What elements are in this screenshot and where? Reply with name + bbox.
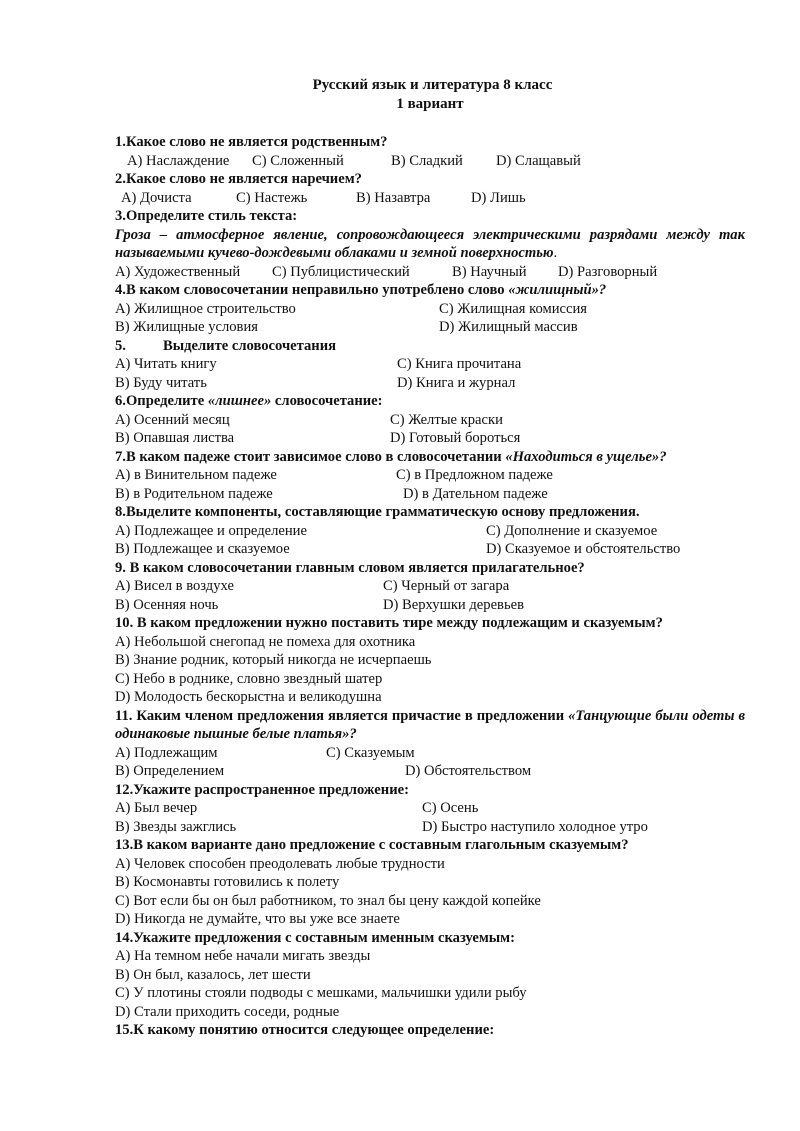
q11-option-d: D) Обстоятельством — [405, 763, 532, 779]
q10-option-c: С) Небо в роднике, словно звездный шатер — [115, 670, 383, 687]
q5-option-d: D) Книга и журнал — [397, 374, 516, 391]
q9-options-row-1 — [115, 577, 745, 596]
question-7 — [115, 448, 745, 467]
q2-option-b: В) Назавтра — [356, 189, 431, 206]
q14-option-a: А) На темном небе начали мигать звезды — [115, 948, 371, 964]
q1-option-a: А) Наслаждение — [127, 152, 230, 169]
q6-option-d: D) Готовый бороться — [390, 430, 521, 446]
q13-option-a: А) Человек способен преодолевать любые трудности — [115, 855, 445, 872]
q3-text-period: . — [553, 245, 558, 261]
question-9: 9. В каком словосочетании главным словом является прилагательное? — [115, 559, 585, 576]
q2-option-c: С) Настежь — [236, 189, 308, 206]
q12-option-d: D) Быстро наступило холодное утро — [422, 818, 648, 835]
q8-option-d: D) Сказуемое и обстоятельство — [486, 541, 681, 557]
question-1: 1.Какое слово не является родственным? — [115, 134, 388, 150]
q11-options-row-2 — [115, 762, 745, 781]
q7-question-quote: «Находиться в ущелье»? — [505, 448, 667, 465]
q6-option-a: А) Осенний месяц — [115, 411, 230, 428]
q4-options-row-1 — [115, 300, 745, 319]
q3-option-b: В) Научный — [452, 263, 527, 280]
q1-option-b: В) Сладкий — [391, 152, 463, 169]
q5-number: 5. — [115, 337, 126, 354]
q8-option-c: С) Дополнение и сказуемое — [486, 522, 658, 539]
q6-question-tail: словосочетание: — [271, 393, 383, 409]
q4-question-text: 4.В каком словосочетании неправильно употреблено слово — [115, 282, 509, 298]
q5-options-row-1 — [115, 355, 745, 374]
q11-option-b: В) Определением — [115, 763, 225, 779]
q5-option-c: С) Книга прочитана — [397, 356, 522, 372]
q3-text — [115, 226, 745, 263]
q13-option-c: С) Вот если бы он был работником, то знал бы цену каждой копейке — [115, 892, 541, 909]
q7-options-row-1 — [115, 466, 745, 485]
question-6 — [115, 392, 745, 411]
q3-option-a: А) Художественный — [115, 263, 241, 280]
q9-option-a: А) Висел в воздухе — [115, 578, 234, 594]
question-14: 14.Укажите предложения с составным именным сказуемым: — [115, 929, 515, 946]
page-title: Русский язык и литература 8 класс — [312, 77, 553, 93]
q4-option-b: В) Жилищные условия — [115, 319, 258, 335]
question-4 — [115, 281, 745, 300]
q14-option-c: С) У плотины стояли подводы с мешками, мальчишки удили рыбу — [115, 985, 527, 1001]
q8-options-row-1 — [115, 522, 745, 541]
q4-option-c: С) Жилищная комиссия — [439, 300, 587, 317]
q8-options-row-2 — [115, 540, 745, 559]
q3-option-d: D) Разговорный — [558, 263, 658, 280]
q4-question-quote: «жилищный»? — [508, 282, 607, 298]
q7-option-b: В) в Родительном падеже — [115, 485, 273, 502]
q14-option-d: D) Стали приходить соседи, родные — [115, 1003, 340, 1020]
q10-option-b: В) Знание родник, который никогда не исчерпаешь — [115, 652, 432, 668]
q11-option-a: А) Подлежащим — [115, 744, 218, 761]
question-8: 8.Выделите компоненты, составляющие грамматическую основу предложения. — [115, 504, 640, 520]
question-15: 15.К какому понятию относится следующее определение: — [115, 1022, 495, 1038]
q3-options-row — [115, 263, 745, 282]
q9-option-b: В) Осенняя ночь — [115, 596, 219, 613]
q8-option-b: В) Подлежащее и сказуемое — [115, 541, 290, 557]
test-page — [115, 76, 745, 1040]
question-5 — [115, 337, 745, 356]
q9-option-d: D) Верхушки деревьев — [383, 596, 524, 613]
q12-options-row-1 — [115, 799, 745, 818]
question-2: 2.Какое слово не является наречием? — [115, 171, 362, 187]
q7-option-d: D) в Дательном падеже — [403, 485, 548, 502]
q11-question-quote: «Танцующие были одеты в одинаковые пышные белые платья»? — [115, 707, 745, 742]
q1-option-c: С) Сложенный — [252, 152, 344, 169]
title-spacer — [115, 114, 745, 133]
q14-option-b: В) Он был, казалось, лет шести — [115, 966, 311, 983]
q10-option-a: А) Небольшой снегопад не помеха для охотника — [115, 633, 416, 650]
q6-question-text: 6.Определите — [115, 393, 208, 409]
q3-option-c: С) Публицистический — [272, 263, 410, 280]
q11-option-c: С) Сказуемым — [326, 744, 415, 761]
q11-options-row-1 — [115, 744, 745, 763]
q13-option-d: D) Никогда не думайте, что вы уже все знаете — [115, 911, 400, 927]
q12-options-row-2 — [115, 818, 745, 837]
q12-option-b: В) Звезды зажглись — [115, 818, 237, 835]
q5-option-b: В) Буду читать — [115, 374, 207, 391]
q1-options-row — [115, 152, 745, 171]
variant-title: 1 вариант — [396, 96, 464, 112]
q7-option-a: А) в Винительном падеже — [115, 467, 277, 483]
q2-option-d: D) Лишь — [471, 189, 526, 206]
q2-option-a: А) Дочиста — [121, 189, 192, 206]
q4-options-row-2 — [115, 318, 745, 337]
q6-options-row-1 — [115, 411, 745, 430]
question-10: 10. В каком предложении нужно поставить тире между подлежащим и сказуемым? — [115, 615, 663, 631]
q13-option-b: В) Космонавты готовились к полету — [115, 874, 340, 890]
q6-question-quote: «лишнее» — [207, 393, 272, 409]
q9-options-row-2 — [115, 596, 745, 615]
q2-options-row — [115, 189, 745, 208]
q6-option-b: В) Опавшая листва — [115, 430, 235, 446]
q5-question-text: Выделите словосочетания — [163, 337, 337, 354]
q7-option-c: С) в Предложном падеже — [396, 467, 553, 483]
q7-options-row-2 — [115, 485, 745, 504]
q5-option-a: А) Читать книгу — [115, 356, 217, 372]
q6-options-row-2 — [115, 429, 745, 448]
q3-text-body: Гроза – атмосферное явление, сопровождающееся электрическими разрядами между так называемыми кучево-дождевыми облаками и земной поверхностью — [115, 226, 745, 261]
question-13: 13.В каком варианте дано предложение с составным глагольным сказуемым? — [115, 837, 629, 853]
q6-option-c: С) Желтые краски — [390, 411, 503, 428]
q4-option-d: D) Жилищный массив — [439, 319, 578, 335]
question-12: 12.Укажите распространенное предложение: — [115, 781, 409, 798]
q9-option-c: С) Черный от загара — [383, 578, 510, 594]
q4-option-a: А) Жилищное строительство — [115, 300, 296, 317]
q1-option-d: D) Слащавый — [496, 152, 581, 169]
question-11 — [115, 707, 745, 744]
q12-option-c: С) Осень — [422, 800, 479, 816]
q8-option-a: А) Подлежащее и определение — [115, 522, 307, 539]
q12-option-a: А) Был вечер — [115, 800, 198, 816]
q10-option-d: D) Молодость бескорыстна и великодушна — [115, 689, 382, 705]
question-3: 3.Определите стиль текста: — [115, 208, 298, 224]
q7-question-text: 7.В каком падеже стоит зависимое слово в словосочетании — [115, 448, 506, 465]
q11-question-text: 11. Каким членом предложения является причастие в предложении — [115, 707, 569, 724]
q5-options-row-2 — [115, 374, 745, 393]
